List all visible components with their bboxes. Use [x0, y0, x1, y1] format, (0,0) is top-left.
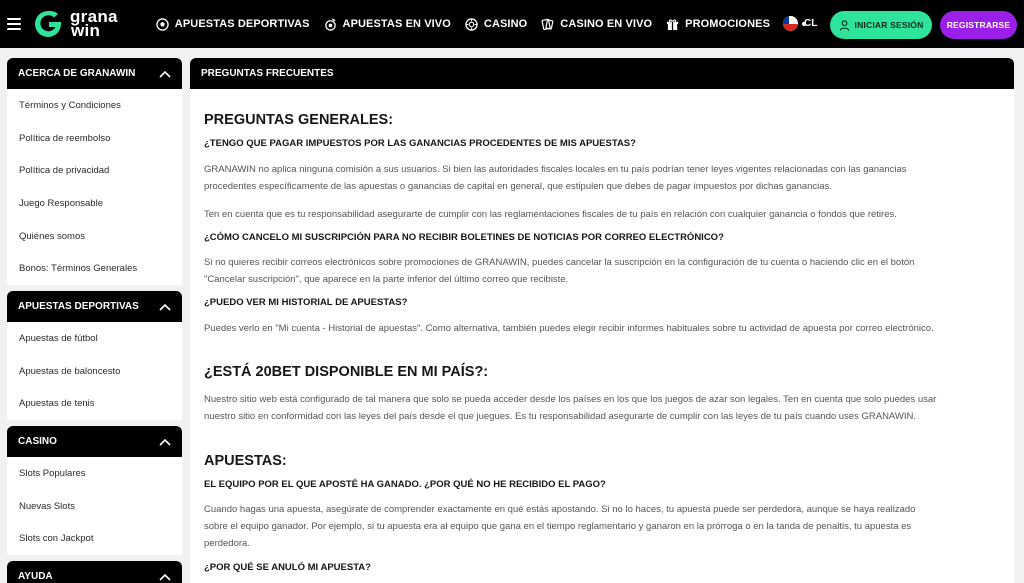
chevron-up-icon: [159, 303, 171, 311]
sidebar-item-popular-slots[interactable]: Slots Populares: [19, 468, 86, 480]
sidebar-item-responsible[interactable]: Juego Responsable: [19, 197, 103, 209]
main-nav: [156, 0, 806, 48]
faq-answer-line: perdedora.: [204, 538, 250, 549]
sidebar-section-header[interactable]: [7, 291, 182, 322]
faq-question: ¿TENGO QUE PAGAR IMPUESTOS POR LAS GANANCIAS PROCEDENTES DE MIS APUESTAS?: [204, 138, 636, 149]
section-heading-availability: ¿ESTÁ 20BET DISPONIBLE EN MI PAÍS?:: [204, 364, 489, 380]
faq-answer-line: GRANAWIN no aplica ninguna comisión a sus usuarios. Si bien las autoridades fiscales locales en tu país podrían tener leyes vigentes relacionadas con las ganancias: [204, 164, 907, 175]
nav-live-casino-label: CASINO EN VIVO: [560, 18, 653, 30]
login-button[interactable]: [830, 11, 932, 39]
sidebar-item-about-us[interactable]: Quiénes somos: [19, 230, 86, 242]
login-button-label: INICIAR SESIÓN: [854, 20, 924, 30]
faq-answer-line: sobre el equipo ganador. Por ejemplo, si tu apuesta era al equipo que gana en el tiempo reglamentario y ganaron en la prórroga o en la tanda de penaltis, tu apuesta es: [204, 521, 912, 532]
faq-answer-line: Cuando hagas una apuesta, asegúrate de comprender exactamente en qué estás apostando. Si no lo haces, tu apuesta puede ser perdedora, aunque se haya realizado: [204, 504, 916, 515]
nav-sports-betting-label: APUESTAS DEPORTIVAS: [174, 18, 310, 30]
nav-live-casino[interactable]: [541, 18, 652, 31]
faq-answer-line: Puedes verlo en "Mi cuenta - Historial de apuestas". Como alternativa, también puedes elegir recibir informes habituales sobre tu actividad de apuesta por correo electrónico.: [204, 323, 934, 334]
faq-question: ¿POR QUÉ SE ANULÓ MI APUESTA?: [204, 562, 371, 573]
sidebar-section-help: [7, 561, 182, 583]
faq-answer-line: Nuestro sitio web está configurado de tal manera que solo se pueda acceder desde los países en los que los juegos de azar son legales. Ten en cuenta que solo puedes usar: [204, 394, 937, 405]
sidebar: [7, 58, 182, 583]
sidebar-section-list: [7, 89, 182, 285]
sidebar-section-list: [7, 457, 182, 555]
sidebar-item-bonus-terms[interactable]: Bonos: Términos Generales: [19, 263, 138, 275]
sidebar-item-football[interactable]: Apuestas de fútbol: [19, 332, 98, 344]
faq-question: EL EQUIPO POR EL QUE APOSTÉ HA GANADO. ¿POR QUÉ NO HE RECIBIDO EL PAGO?: [204, 479, 606, 490]
language-selector[interactable]: [783, 16, 817, 31]
chevron-up-icon: [159, 438, 171, 446]
cards-icon: [541, 18, 554, 31]
sidebar-section-casino: [7, 426, 182, 555]
sidebar-item-privacy[interactable]: Política de privacidad: [19, 165, 110, 177]
logo-text-line2: win: [71, 21, 101, 40]
section-heading-bets: APUESTAS:: [204, 453, 287, 469]
nav-live-betting-label: APUESTAS EN VIVO: [342, 18, 451, 30]
soccer-ball-icon: [156, 18, 169, 31]
sidebar-item-basketball[interactable]: Apuestas de baloncesto: [19, 365, 121, 377]
section-heading-general: PREGUNTAS GENERALES:: [204, 112, 394, 128]
sidebar-section-title: APUESTAS DEPORTIVAS: [18, 301, 139, 313]
faq-question: ¿CÓMO CANCELO MI SUSCRIPCIÓN PARA NO RECIBIR BOLETINES DE NOTICIAS POR CORREO ELECTRÓNICO?: [204, 232, 724, 243]
chevron-up-icon: [159, 573, 171, 581]
user-icon: [839, 20, 850, 31]
faq-answer-line: procedentes específicamente de las apuestas o ganancias de capital en general, que estipulen que debes de pagar impuestos por dichas ganancias.: [204, 181, 832, 192]
nav-live-betting[interactable]: [324, 18, 451, 31]
language-code: CL: [804, 18, 818, 29]
sidebar-section-title: AYUDA: [18, 571, 53, 583]
faq-question: ¿PUEDO VER MI HISTORIAL DE APUESTAS?: [204, 297, 408, 308]
sidebar-section-title: CASINO: [18, 436, 57, 448]
faq-answer-line: "Cancelar suscripción", que aparece en la parte inferior del último correo que recibiste.: [204, 274, 569, 285]
faq-panel-header: [190, 58, 1014, 89]
sidebar-item-jackpot-slots[interactable]: Slots con Jackpot: [19, 533, 94, 545]
register-button[interactable]: [940, 11, 1017, 39]
sidebar-section-title: ACERCA DE GRANAWIN: [18, 68, 136, 79]
sidebar-item-terms[interactable]: Términos y Condiciones: [19, 99, 121, 111]
sidebar-section-header[interactable]: [7, 426, 182, 457]
top-navigation-bar: [0, 0, 1024, 48]
logo-text-line1: grana: [70, 7, 118, 26]
faq-answer-line: Si no quieres recibir correos electrónicos sobre promociones de GRANAWIN, puedes cancelar la suscripción en la configuración de tu cuenta o haciendo clic en el botón: [204, 257, 915, 268]
chile-flag-icon: [783, 16, 798, 31]
sidebar-section-about: [7, 58, 182, 285]
register-button-label: REGISTRARSE: [946, 20, 1011, 30]
sidebar-section-list: [7, 322, 182, 420]
sidebar-item-tennis[interactable]: Apuestas de tenis: [19, 398, 95, 410]
sidebar-section-sports: [7, 291, 182, 420]
chevron-up-icon: [159, 70, 171, 78]
sidebar-section-header[interactable]: [7, 561, 182, 583]
nav-casino[interactable]: [465, 18, 527, 31]
faq-panel: [190, 58, 1014, 583]
hamburger-menu-icon[interactable]: [7, 18, 21, 30]
nav-promotions-label: PROMOCIONES: [685, 18, 771, 30]
faq-answer-line: Ten en cuenta que es tu responsabilidad asegurarte de cumplir con las reglamentaciones fiscales de tu país en relación con cualquier ganancia o fondos que retires.: [204, 209, 897, 220]
nav-sports-betting[interactable]: [156, 18, 310, 31]
casino-chip-icon: [465, 18, 478, 31]
gift-icon: [666, 18, 679, 31]
logo-wordmark: [70, 7, 118, 40]
nav-promotions[interactable]: [666, 18, 770, 31]
nav-casino-label: CASINO: [483, 18, 528, 30]
live-icon: [324, 18, 337, 31]
page-title: PREGUNTAS FRECUENTES: [201, 68, 334, 79]
faq-answer-line: nuestro sitio en conformidad con las leyes del país desde el que juegues. Es tu responsabilidad asegurarte de cumplir con las leyes de tu país cuando uses GRANAWIN.: [204, 411, 917, 422]
sidebar-item-new-slots[interactable]: Nuevas Slots: [19, 500, 75, 512]
sidebar-item-refund[interactable]: Política de reembolso: [19, 132, 111, 144]
logo[interactable]: [32, 0, 118, 48]
granawin-logo-icon: [32, 8, 64, 40]
sidebar-section-header[interactable]: [7, 58, 182, 89]
